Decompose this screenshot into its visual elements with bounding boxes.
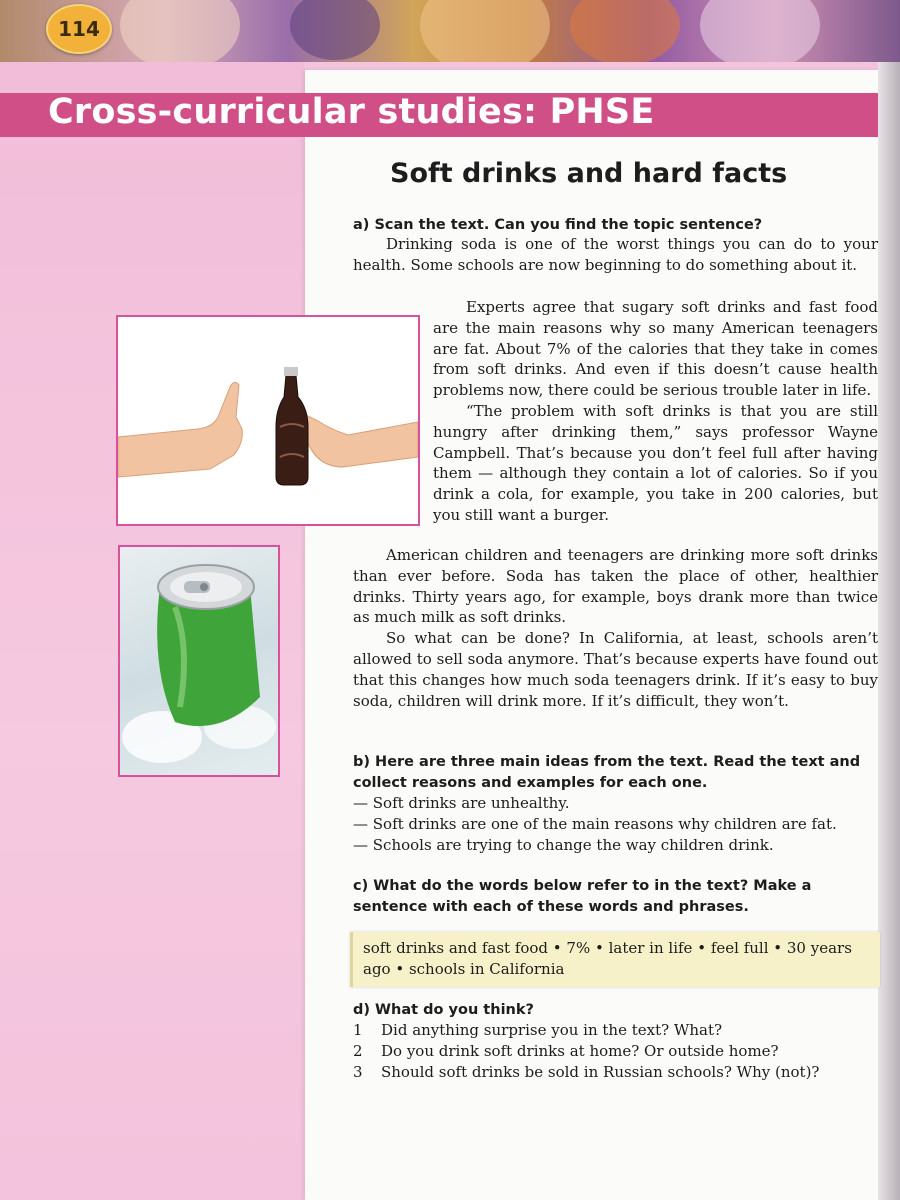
photo-soda-can [118,545,280,777]
word-list: soft drinks and fast food • 7% • later in life • feel full • 30 years ago • schools in California [363,939,852,978]
task-a-continued-text [353,545,878,711]
task-a-heading: a) Scan the text. Can you find the topic sentence? [353,217,763,233]
article-title: Soft drinks and hard facts [390,158,788,189]
green-soda-can-icon [120,547,278,775]
paragraph: American children and teenagers are drinking more soft drinks than ever before. Soda has taken the place of other, healthier drinks. Thirty years ago, for example, boys drank more than twice as much milk as soft drinks. [353,546,878,627]
question-number: 1 [353,1021,363,1039]
paragraph: “The problem with soft drinks is that you are still hungry after drinking them,” says professor Wayne Campbell. That’s because you don’t feel full after having them — although they contain a lot of calories. So if you drink a cola, for example, you take in 200 calories, but you still want a burger. [433,401,878,524]
list-item: — Soft drinks are one of the main reasons why children are fat. [353,814,837,833]
task-b-list [353,793,837,855]
question-item [353,1020,819,1041]
question-text: Did anything surprise you in the text? What? [381,1021,723,1039]
question-number: 2 [353,1041,363,1060]
task-d-heading: d) What do you think? [353,1002,534,1018]
top-photo-banner [0,0,900,62]
question-number: 3 [353,1062,363,1081]
task-a-intro [353,234,878,276]
task-c-heading: c) What do the words below refer to in the text? Make a sentence with each of these words and phrases. [353,878,812,915]
word-box [350,932,880,987]
list-item: — Schools are trying to change the way children drink. [353,835,774,854]
paragraph: Experts agree that sugary soft drinks and fast food are the main reasons why so many American teenagers are fat. About 7% of the calories that they take in comes from soft drinks. And even if this doesn’t cause health problems now, there could be serious trouble later in life. [433,298,878,400]
book-gutter [878,62,900,1200]
hand-refusing-cola-icon [118,317,418,524]
paragraph: So what can be done? In California, at least, schools aren’t allowed to sell soda anymore. That’s because experts have found out that this changes how much soda teenagers drink. If it’s easy to buy soda, children will drink more. If it’s difficult, they won’t. [353,629,878,710]
page-number: 114 [46,4,112,54]
question-item [353,1041,819,1062]
question-text: Should soft drinks be sold in Russian schools? Why (not)? [381,1062,820,1081]
question-text: Do you drink soft drinks at home? Or outside home? [381,1041,779,1060]
task-b-heading: b) Here are three main ideas from the text. Read the text and collect reasons and examples for each one. [353,754,861,791]
photo-hands-cola [116,315,420,526]
task-d-questions [353,1020,819,1082]
question-item [353,1062,819,1083]
section-title: Cross-curricular studies: PHSE [48,92,655,132]
task-a-wrapped-text [433,297,878,526]
paragraph: Drinking soda is one of the worst things you can do to your health. Some schools are now beginning to do something about it. [353,235,878,274]
list-item: — Soft drinks are unhealthy. [353,794,570,812]
